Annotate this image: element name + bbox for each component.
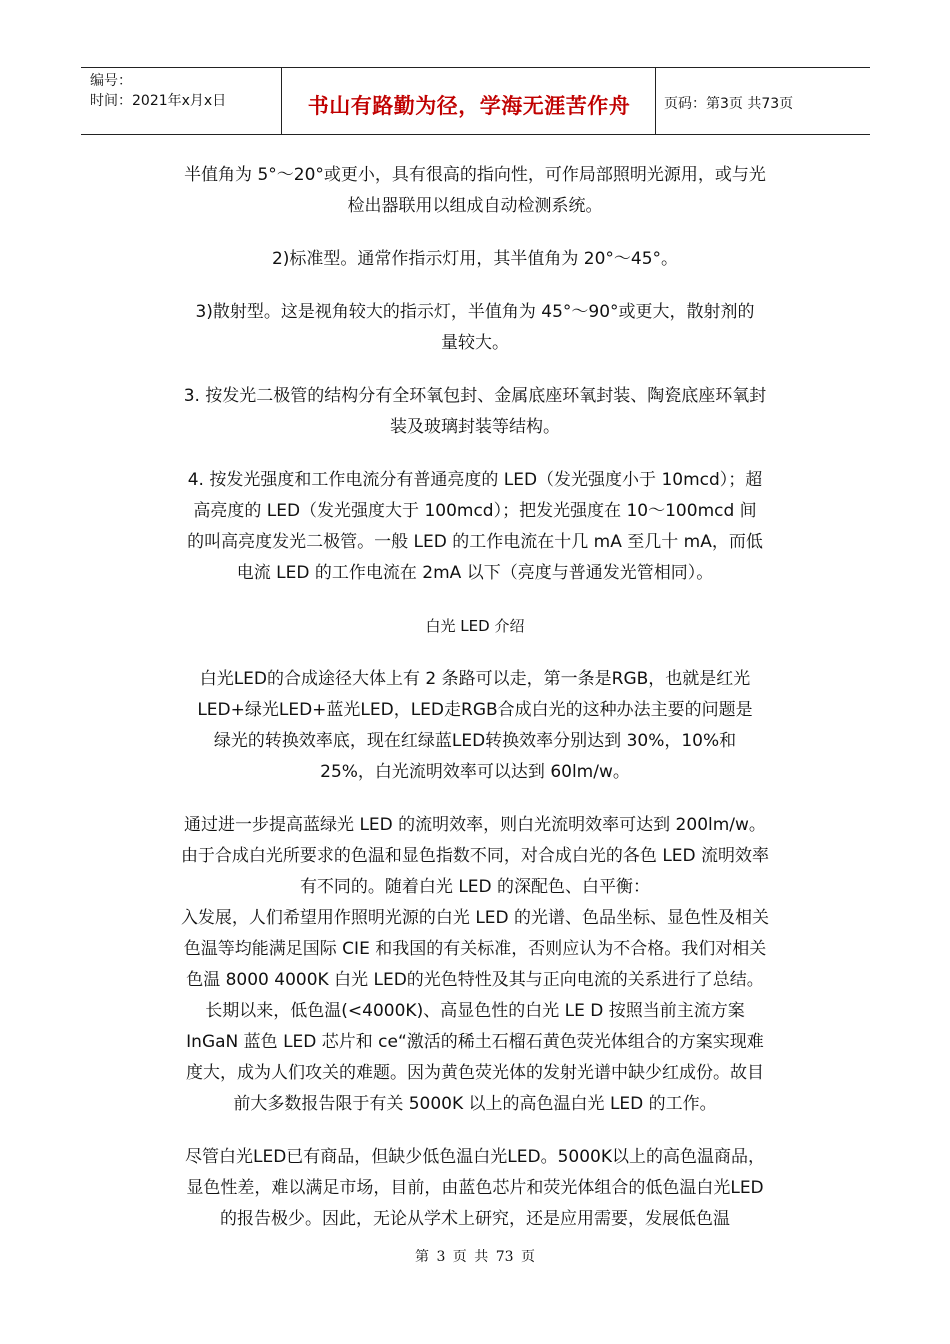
header-divider-left — [281, 67, 282, 135]
header-bottom-rule — [81, 134, 870, 135]
text-line: 的叫高亮度发光二极管。一般 LED 的工作电流在十几 mA 至几十 mA，而低 — [187, 532, 763, 552]
text-line: 有不同的。随着白光 LED 的深配色、白平衡： — [299, 877, 651, 897]
text-line: 长期以来，低色温(<4000K)、高显色性的白光 LE D 按照当前主流方案 — [205, 1001, 745, 1021]
text-line: 前大多数报告限于有关 5000K 以上的高色温白光 LED 的工作。 — [233, 1094, 717, 1114]
text-line: InGaN 蓝色 LED 芯片和 ce“激活的稀土石榴石黄色荧光体组合的方案实现难 — [186, 1032, 764, 1052]
document-number-label: 编号： — [90, 73, 132, 89]
page-footer: 第 3 页 共 73 页 — [415, 1249, 535, 1265]
text-line: 25%，白光流明效率可以达到 60lm/w。 — [320, 762, 630, 782]
paragraph-narrow-angle — [120, 160, 830, 222]
text-line: 显色性差，难以满足市场，目前，由蓝色芯片和荧光体组合的低色温白光LED — [186, 1178, 764, 1198]
document-body — [120, 160, 830, 1235]
paragraph-intensity — [120, 465, 830, 589]
text-line: 色温 8000 4000K 白光 LED的光色特性及其与正向电流的关系进行了总结。 — [186, 970, 764, 990]
text-line: 量较大。 — [441, 333, 509, 353]
text-line: 绿光的转换效率底，现在红绿蓝LED转换效率分别达到 30%，10%和 — [213, 731, 737, 751]
text-line: 高亮度的 LED（发光强度大于 100mcd）；把发光强度在 10～100mcd 间 — [193, 501, 757, 521]
text-line: 度大，成为人们攻关的难题。因为黄色荧光体的发射光谱中缺少红成份。故目 — [186, 1063, 764, 1083]
paragraph-scatter-type — [120, 297, 830, 359]
text-line: 白光LED的合成途径大体上有 2 条路可以走，第一条是RGB，也就是红光 — [199, 669, 751, 689]
header-divider-right — [655, 67, 656, 135]
paragraph-structure — [120, 381, 830, 443]
text-line: 由于合成白光所要求的色温和显色指数不同，对合成白光的各色 LED 流明效率 — [180, 846, 770, 866]
section-heading: 白光 LED 介绍 — [425, 617, 525, 635]
text-line: 检出器联用以组成自动检测系统。 — [347, 196, 603, 216]
text-line: 3)散射型。这是视角较大的指示灯，半值角为 45°～90°或更大，散射剂的 — [195, 302, 755, 322]
text-line: 的报告极少。因此，无论从学术上研究，还是应用需要，发展低色温 — [220, 1209, 730, 1229]
header-page-info: 页码：第3页 共73页 — [664, 96, 794, 112]
text-line: 电流 LED 的工作电流在 2mA 以下（亮度与普通发光管相同）。 — [236, 563, 714, 583]
header-top-rule — [81, 67, 870, 68]
text-line: 半值角为 5°～20°或更小，具有很高的指向性，可作局部照明光源用，或与光 — [184, 165, 766, 185]
text-line: 入发展，人们希望用作照明光源的白光 LED 的光谱、色品坐标、显色性及相关 — [180, 908, 770, 928]
document-date: 时间：2021年x月x日 — [90, 93, 227, 109]
text-line: 4. 按发光强度和工作电流分有普通亮度的 LED（发光强度小于 10mcd）；超 — [187, 470, 763, 490]
paragraph-efficiency — [120, 810, 830, 1120]
header-meta — [90, 71, 226, 111]
paragraph-rgb — [120, 664, 830, 788]
paragraph-standard-type — [120, 244, 830, 275]
paragraph-low-cct — [120, 1142, 830, 1235]
text-line: 尽管白光LED已有商品，但缺少低色温白光LED。5000K以上的高色温商品， — [184, 1147, 766, 1167]
text-line: LED+绿光LED+蓝光LED，LED走RGB合成白光的这种办法主要的问题是 — [197, 700, 753, 720]
text-line: 2)标准型。通常作指示灯用，其半值角为 20°～45°。 — [271, 249, 679, 269]
text-line: 色温等均能满足国际 CIE 和我国的有关标准，否则应认为不合格。我们对相关 — [183, 939, 767, 959]
text-line: 3. 按发光二极管的结构分有全环氧包封、金属底座环氧封装、陶瓷底座环氧封 — [183, 386, 767, 406]
text-line: 通过进一步提高蓝绿光 LED 的流明效率，则白光流明效率可达到 200lm/w。 — [184, 815, 766, 835]
text-line: 装及玻璃封装等结构。 — [390, 417, 560, 437]
header-motto: 书山有路勤为径，学海无涯苦作舟 — [307, 93, 631, 118]
